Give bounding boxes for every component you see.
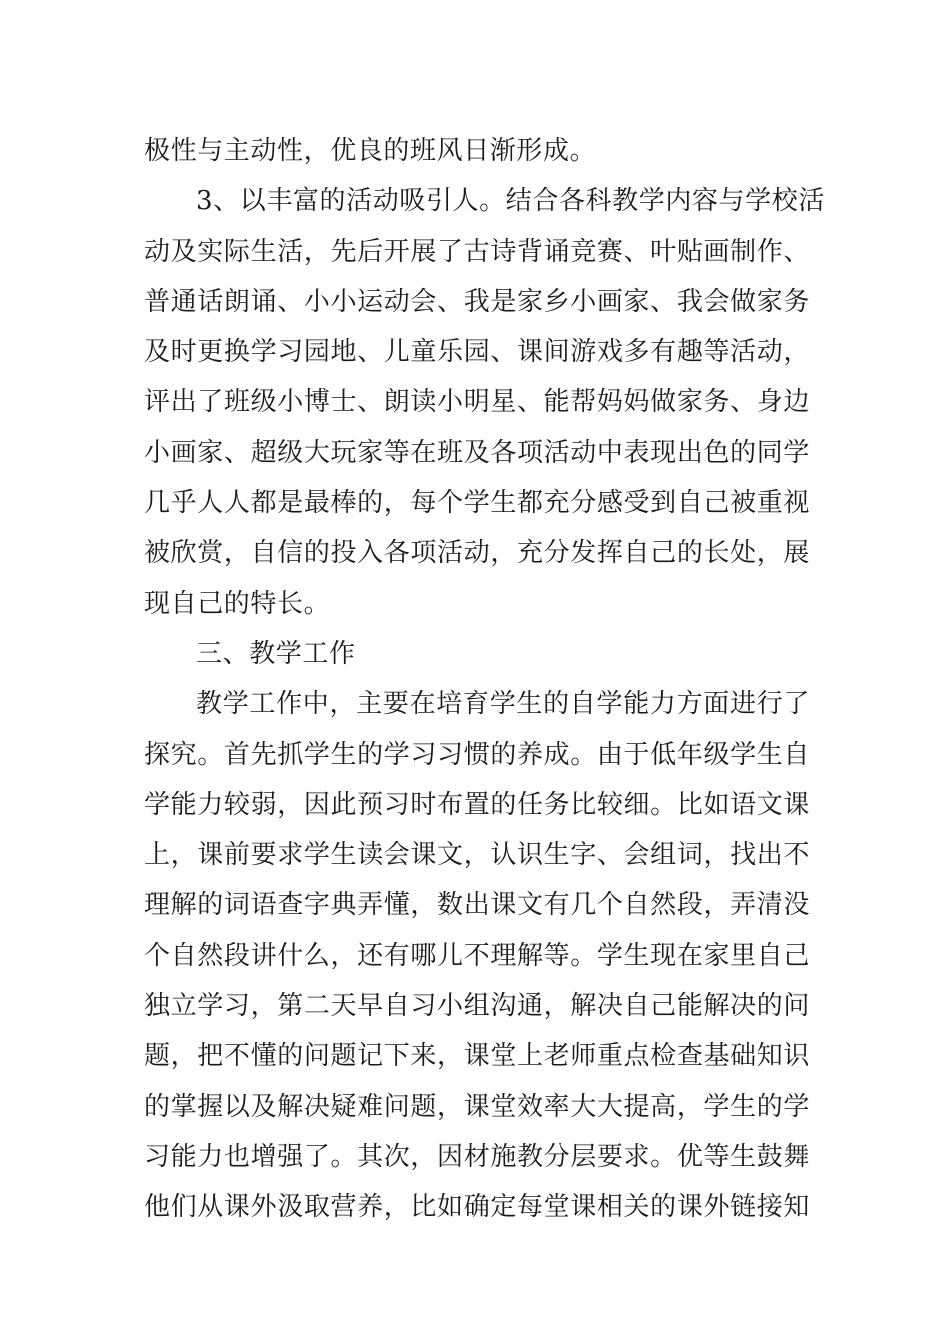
text-line: 上，课前要求学生读会课文，认识生字、会组词，找出不 xyxy=(144,840,810,871)
text-line: 理解的词语查字典弄懂，数出课文有几个自然段，弄清没 xyxy=(144,890,810,921)
text-line: 学能力较弱，因此预习时布置的任务比较细。比如语文课 xyxy=(144,789,810,820)
text-line: 现自己的特长。 xyxy=(144,588,331,619)
text-line: 他们从课外汲取营养，比如确定每堂课相关的课外链接知 xyxy=(144,1192,810,1223)
text-line: 普通话朗诵、小小运动会、我是家乡小画家、我会做家务 xyxy=(144,286,810,317)
text-line: 被欣赏，自信的投入各项活动，充分发挥自己的长处，展 xyxy=(144,538,810,569)
text-line: 教学工作中，主要在培育学生的自学能力方面进行了 xyxy=(196,689,810,720)
text-line: 独立学习，第二天早自习小组沟通，解决自己能解决的问 xyxy=(144,991,810,1022)
text-line: 的掌握以及解决疑难问题，课堂效率大大提高，学生的学 xyxy=(144,1091,810,1122)
text-line: 探究。首先抓学生的学习习惯的养成。由于低年级学生自 xyxy=(144,739,810,770)
text-line: 极性与主动性，优良的班风日渐形成。 xyxy=(144,136,597,166)
document-body xyxy=(144,126,825,1233)
text-line: 题，把不懂的问题记下来，课堂上老师重点检查基础知识 xyxy=(144,1041,810,1072)
text-line: 小画家、超级大玩家等在班及各项活动中表现出色的同学 xyxy=(144,437,810,468)
text-line: 3、以丰富的活动吸引人。结合各科教学内容与学校活 xyxy=(196,186,825,217)
text-line: 动及实际生活，先后开展了古诗背诵竞赛、叶贴画制作、 xyxy=(144,236,810,267)
text-line: 评出了班级小博士、朗读小明星、能帮妈妈做家务、身边 xyxy=(144,387,810,418)
text-line: 习能力也增强了。其次，因材施教分层要求。优等生鼓舞 xyxy=(144,1141,810,1172)
text-line: 几乎人人都是最棒的，每个学生都充分感受到自己被重视 xyxy=(144,488,810,519)
text-line: 及时更换学习园地、儿童乐园、课间游戏多有趣等活动， xyxy=(144,337,810,368)
text-line: 三、教学工作 xyxy=(196,638,356,669)
text-line: 个自然段讲什么，还有哪儿不理解等。学生现在家里自己 xyxy=(144,940,810,971)
